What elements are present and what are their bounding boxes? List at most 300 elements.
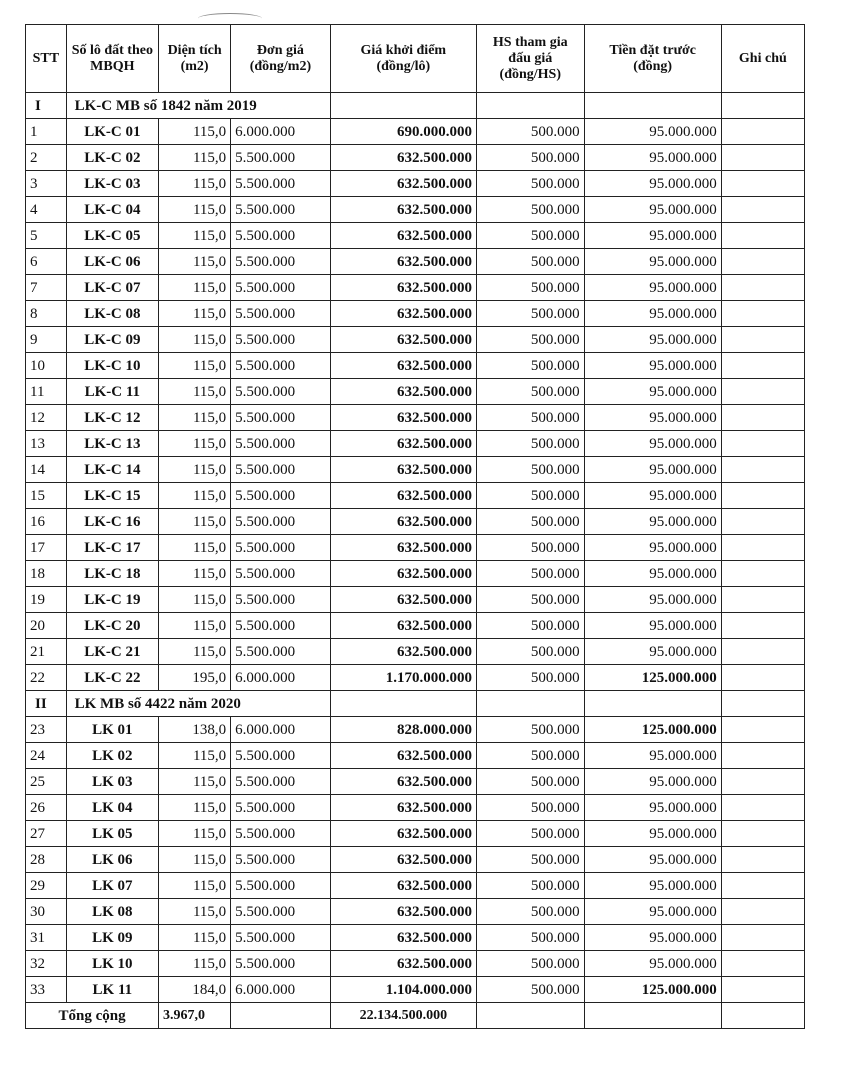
row-area: 115,0	[159, 145, 231, 171]
row-stt: 20	[26, 613, 67, 639]
total-starting-price: 22.134.500.000	[330, 1003, 476, 1029]
row-note	[721, 743, 804, 769]
row-application-fee: 500.000	[476, 275, 584, 301]
row-starting-price: 632.500.000	[330, 353, 476, 379]
row-application-fee: 500.000	[476, 353, 584, 379]
table-row	[26, 379, 805, 405]
row-area: 115,0	[159, 197, 231, 223]
land-auction-table	[25, 24, 805, 1029]
row-application-fee: 500.000	[476, 197, 584, 223]
row-area: 195,0	[159, 665, 231, 691]
row-area: 115,0	[159, 951, 231, 977]
table-row	[26, 899, 805, 925]
table-row	[26, 639, 805, 665]
row-area: 115,0	[159, 639, 231, 665]
table-row	[26, 431, 805, 457]
row-area: 115,0	[159, 431, 231, 457]
row-starting-price: 632.500.000	[330, 431, 476, 457]
row-deposit: 95.000.000	[584, 821, 721, 847]
row-note	[721, 405, 804, 431]
row-application-fee: 500.000	[476, 535, 584, 561]
row-application-fee: 500.000	[476, 327, 584, 353]
row-lot-number: LK-C 03	[66, 171, 158, 197]
row-note	[721, 431, 804, 457]
row-application-fee: 500.000	[476, 639, 584, 665]
row-stt: 19	[26, 587, 67, 613]
row-area: 115,0	[159, 925, 231, 951]
table-row	[26, 249, 805, 275]
row-note	[721, 665, 804, 691]
row-stt: 22	[26, 665, 67, 691]
row-application-fee: 500.000	[476, 821, 584, 847]
row-starting-price: 632.500.000	[330, 613, 476, 639]
row-lot-number: LK 11	[66, 977, 158, 1003]
table-row	[26, 327, 805, 353]
header-stt: STT	[26, 25, 67, 93]
row-note	[721, 769, 804, 795]
row-application-fee: 500.000	[476, 457, 584, 483]
header-lot-number: Số lô đất theo MBQH	[66, 25, 158, 93]
header-deposit: Tiền đặt trước (đồng)	[584, 25, 721, 93]
row-unit-price: 6.000.000	[231, 717, 331, 743]
total-row	[26, 1003, 805, 1029]
row-starting-price: 632.500.000	[330, 847, 476, 873]
total-area: 3.967,0	[159, 1003, 231, 1029]
row-lot-number: LK-C 01	[66, 119, 158, 145]
row-deposit: 95.000.000	[584, 197, 721, 223]
row-application-fee: 500.000	[476, 951, 584, 977]
row-note	[721, 379, 804, 405]
row-starting-price: 632.500.000	[330, 821, 476, 847]
row-unit-price: 5.500.000	[231, 223, 331, 249]
row-lot-number: LK-C 14	[66, 457, 158, 483]
row-deposit: 95.000.000	[584, 587, 721, 613]
row-area: 115,0	[159, 613, 231, 639]
row-stt: 18	[26, 561, 67, 587]
row-note	[721, 197, 804, 223]
row-application-fee: 500.000	[476, 171, 584, 197]
row-unit-price: 5.500.000	[231, 587, 331, 613]
row-deposit: 95.000.000	[584, 457, 721, 483]
empty-cell	[476, 691, 584, 717]
row-lot-number: LK-C 06	[66, 249, 158, 275]
row-area: 115,0	[159, 327, 231, 353]
table-row	[26, 119, 805, 145]
table-row	[26, 197, 805, 223]
row-note	[721, 951, 804, 977]
row-application-fee: 500.000	[476, 379, 584, 405]
row-lot-number: LK 03	[66, 769, 158, 795]
row-lot-number: LK 01	[66, 717, 158, 743]
row-deposit: 95.000.000	[584, 145, 721, 171]
table-row	[26, 535, 805, 561]
row-note	[721, 587, 804, 613]
row-area: 115,0	[159, 171, 231, 197]
row-stt: 11	[26, 379, 67, 405]
row-note	[721, 535, 804, 561]
table-row	[26, 821, 805, 847]
row-stt: 26	[26, 795, 67, 821]
row-deposit: 95.000.000	[584, 275, 721, 301]
row-stt: 5	[26, 223, 67, 249]
empty-cell	[330, 93, 476, 119]
row-note	[721, 561, 804, 587]
row-lot-number: LK 09	[66, 925, 158, 951]
row-area: 115,0	[159, 405, 231, 431]
row-application-fee: 500.000	[476, 717, 584, 743]
row-deposit: 95.000.000	[584, 301, 721, 327]
row-deposit: 95.000.000	[584, 171, 721, 197]
row-deposit: 95.000.000	[584, 613, 721, 639]
row-application-fee: 500.000	[476, 665, 584, 691]
table-row	[26, 587, 805, 613]
row-note	[721, 275, 804, 301]
row-starting-price: 632.500.000	[330, 275, 476, 301]
table-row	[26, 951, 805, 977]
row-application-fee: 500.000	[476, 301, 584, 327]
table-row	[26, 847, 805, 873]
table-row	[26, 613, 805, 639]
row-starting-price: 1.170.000.000	[330, 665, 476, 691]
table-row	[26, 223, 805, 249]
row-area: 115,0	[159, 561, 231, 587]
row-deposit: 95.000.000	[584, 899, 721, 925]
row-unit-price: 5.500.000	[231, 769, 331, 795]
header-unit-price: Đơn giá (đồng/m2)	[231, 25, 331, 93]
row-starting-price: 632.500.000	[330, 301, 476, 327]
header-starting-price: Giá khởi điểm (đồng/lô)	[330, 25, 476, 93]
row-note	[721, 795, 804, 821]
row-lot-number: LK-C 16	[66, 509, 158, 535]
table-row	[26, 977, 805, 1003]
row-unit-price: 5.500.000	[231, 249, 331, 275]
row-deposit: 95.000.000	[584, 561, 721, 587]
row-area: 115,0	[159, 873, 231, 899]
row-area: 115,0	[159, 353, 231, 379]
row-deposit: 95.000.000	[584, 769, 721, 795]
row-lot-number: LK-C 13	[66, 431, 158, 457]
row-note	[721, 249, 804, 275]
table-row	[26, 795, 805, 821]
row-application-fee: 500.000	[476, 795, 584, 821]
empty-cell	[231, 1003, 331, 1029]
row-application-fee: 500.000	[476, 405, 584, 431]
row-area: 115,0	[159, 587, 231, 613]
row-starting-price: 632.500.000	[330, 951, 476, 977]
row-application-fee: 500.000	[476, 847, 584, 873]
row-unit-price: 5.500.000	[231, 379, 331, 405]
row-stt: 1	[26, 119, 67, 145]
row-starting-price: 632.500.000	[330, 145, 476, 171]
total-label: Tổng cộng	[26, 1003, 159, 1029]
row-stt: 14	[26, 457, 67, 483]
row-area: 115,0	[159, 769, 231, 795]
row-unit-price: 5.500.000	[231, 353, 331, 379]
row-deposit: 95.000.000	[584, 223, 721, 249]
row-area: 115,0	[159, 509, 231, 535]
row-lot-number: LK-C 21	[66, 639, 158, 665]
empty-cell	[584, 691, 721, 717]
row-area: 138,0	[159, 717, 231, 743]
row-note	[721, 353, 804, 379]
row-starting-price: 632.500.000	[330, 925, 476, 951]
row-application-fee: 500.000	[476, 769, 584, 795]
section-title: LK MB số 4422 năm 2020	[66, 691, 330, 717]
row-starting-price: 632.500.000	[330, 197, 476, 223]
row-application-fee: 500.000	[476, 873, 584, 899]
row-deposit: 95.000.000	[584, 431, 721, 457]
table-row	[26, 717, 805, 743]
table-row	[26, 275, 805, 301]
row-lot-number: LK-C 18	[66, 561, 158, 587]
row-starting-price: 632.500.000	[330, 405, 476, 431]
row-unit-price: 5.500.000	[231, 457, 331, 483]
table-body	[26, 93, 805, 1029]
row-unit-price: 5.500.000	[231, 847, 331, 873]
section-number: I	[26, 93, 67, 119]
empty-cell	[584, 93, 721, 119]
row-area: 115,0	[159, 457, 231, 483]
row-deposit: 95.000.000	[584, 249, 721, 275]
row-lot-number: LK-C 10	[66, 353, 158, 379]
row-area: 115,0	[159, 275, 231, 301]
row-stt: 4	[26, 197, 67, 223]
row-note	[721, 717, 804, 743]
row-deposit: 95.000.000	[584, 509, 721, 535]
row-stt: 25	[26, 769, 67, 795]
table-row	[26, 925, 805, 951]
empty-cell	[476, 93, 584, 119]
row-deposit: 95.000.000	[584, 327, 721, 353]
row-lot-number: LK-C 02	[66, 145, 158, 171]
row-deposit: 95.000.000	[584, 639, 721, 665]
row-area: 115,0	[159, 535, 231, 561]
row-stt: 27	[26, 821, 67, 847]
row-stt: 7	[26, 275, 67, 301]
row-lot-number: LK-C 17	[66, 535, 158, 561]
row-stt: 10	[26, 353, 67, 379]
row-lot-number: LK-C 20	[66, 613, 158, 639]
row-area: 115,0	[159, 821, 231, 847]
row-note	[721, 327, 804, 353]
row-deposit: 95.000.000	[584, 925, 721, 951]
row-unit-price: 5.500.000	[231, 743, 331, 769]
row-starting-price: 632.500.000	[330, 509, 476, 535]
row-starting-price: 632.500.000	[330, 483, 476, 509]
row-unit-price: 6.000.000	[231, 119, 331, 145]
row-unit-price: 5.500.000	[231, 431, 331, 457]
row-starting-price: 632.500.000	[330, 249, 476, 275]
row-note	[721, 821, 804, 847]
row-unit-price: 5.500.000	[231, 899, 331, 925]
table-row	[26, 145, 805, 171]
row-starting-price: 828.000.000	[330, 717, 476, 743]
row-stt: 13	[26, 431, 67, 457]
row-note	[721, 301, 804, 327]
row-area: 115,0	[159, 795, 231, 821]
row-unit-price: 5.500.000	[231, 301, 331, 327]
row-unit-price: 5.500.000	[231, 145, 331, 171]
row-deposit: 95.000.000	[584, 847, 721, 873]
row-starting-price: 632.500.000	[330, 587, 476, 613]
row-note	[721, 977, 804, 1003]
row-starting-price: 632.500.000	[330, 457, 476, 483]
row-lot-number: LK-C 05	[66, 223, 158, 249]
row-area: 115,0	[159, 899, 231, 925]
row-stt: 33	[26, 977, 67, 1003]
row-area: 184,0	[159, 977, 231, 1003]
row-note	[721, 483, 804, 509]
row-note	[721, 899, 804, 925]
row-stt: 28	[26, 847, 67, 873]
row-area: 115,0	[159, 119, 231, 145]
row-unit-price: 5.500.000	[231, 483, 331, 509]
row-lot-number: LK 08	[66, 899, 158, 925]
row-stt: 15	[26, 483, 67, 509]
row-starting-price: 632.500.000	[330, 535, 476, 561]
row-stt: 8	[26, 301, 67, 327]
row-unit-price: 5.500.000	[231, 561, 331, 587]
empty-cell	[721, 691, 804, 717]
row-lot-number: LK-C 04	[66, 197, 158, 223]
row-note	[721, 639, 804, 665]
row-deposit: 95.000.000	[584, 353, 721, 379]
row-unit-price: 6.000.000	[231, 977, 331, 1003]
row-note	[721, 145, 804, 171]
row-deposit: 125.000.000	[584, 977, 721, 1003]
row-application-fee: 500.000	[476, 925, 584, 951]
row-unit-price: 5.500.000	[231, 821, 331, 847]
row-starting-price: 1.104.000.000	[330, 977, 476, 1003]
header-application-fee: HS tham gia đấu giá (đồng/HS)	[476, 25, 584, 93]
table-header	[26, 25, 805, 93]
row-lot-number: LK 06	[66, 847, 158, 873]
header-area: Diện tích (m2)	[159, 25, 231, 93]
row-application-fee: 500.000	[476, 977, 584, 1003]
table-row	[26, 769, 805, 795]
row-deposit: 95.000.000	[584, 483, 721, 509]
row-lot-number: LK 05	[66, 821, 158, 847]
row-application-fee: 500.000	[476, 587, 584, 613]
row-application-fee: 500.000	[476, 483, 584, 509]
row-application-fee: 500.000	[476, 119, 584, 145]
row-deposit: 95.000.000	[584, 743, 721, 769]
table-row	[26, 561, 805, 587]
row-area: 115,0	[159, 743, 231, 769]
row-note	[721, 509, 804, 535]
row-deposit: 95.000.000	[584, 873, 721, 899]
row-unit-price: 6.000.000	[231, 665, 331, 691]
row-deposit: 125.000.000	[584, 717, 721, 743]
row-unit-price: 5.500.000	[231, 327, 331, 353]
empty-cell	[476, 1003, 584, 1029]
row-application-fee: 500.000	[476, 899, 584, 925]
row-note	[721, 847, 804, 873]
row-note	[721, 171, 804, 197]
row-area: 115,0	[159, 483, 231, 509]
empty-cell	[330, 691, 476, 717]
row-stt: 16	[26, 509, 67, 535]
row-lot-number: LK-C 08	[66, 301, 158, 327]
row-lot-number: LK-C 11	[66, 379, 158, 405]
row-application-fee: 500.000	[476, 613, 584, 639]
row-deposit: 95.000.000	[584, 535, 721, 561]
row-deposit: 95.000.000	[584, 405, 721, 431]
row-unit-price: 5.500.000	[231, 509, 331, 535]
row-stt: 3	[26, 171, 67, 197]
row-stt: 6	[26, 249, 67, 275]
row-stt: 23	[26, 717, 67, 743]
row-starting-price: 632.500.000	[330, 743, 476, 769]
row-deposit: 95.000.000	[584, 951, 721, 977]
header-notes: Ghi chú	[721, 25, 804, 93]
row-note	[721, 119, 804, 145]
row-note	[721, 925, 804, 951]
table-row	[26, 301, 805, 327]
row-area: 115,0	[159, 379, 231, 405]
empty-cell	[721, 93, 804, 119]
empty-cell	[721, 1003, 804, 1029]
row-starting-price: 632.500.000	[330, 171, 476, 197]
row-deposit: 125.000.000	[584, 665, 721, 691]
row-unit-price: 5.500.000	[231, 795, 331, 821]
table-row	[26, 483, 805, 509]
row-lot-number: LK 10	[66, 951, 158, 977]
row-stt: 21	[26, 639, 67, 665]
section-row	[26, 691, 805, 717]
row-application-fee: 500.000	[476, 509, 584, 535]
row-lot-number: LK-C 12	[66, 405, 158, 431]
row-stt: 24	[26, 743, 67, 769]
table-row	[26, 353, 805, 379]
row-starting-price: 632.500.000	[330, 379, 476, 405]
row-starting-price: 632.500.000	[330, 639, 476, 665]
section-row	[26, 93, 805, 119]
row-area: 115,0	[159, 223, 231, 249]
row-application-fee: 500.000	[476, 145, 584, 171]
section-title: LK-C MB số 1842 năm 2019	[66, 93, 330, 119]
row-deposit: 95.000.000	[584, 379, 721, 405]
row-lot-number: LK 07	[66, 873, 158, 899]
row-lot-number: LK-C 07	[66, 275, 158, 301]
row-stt: 30	[26, 899, 67, 925]
empty-cell	[584, 1003, 721, 1029]
table-row	[26, 405, 805, 431]
row-starting-price: 632.500.000	[330, 769, 476, 795]
row-note	[721, 223, 804, 249]
row-unit-price: 5.500.000	[231, 925, 331, 951]
row-starting-price: 632.500.000	[330, 327, 476, 353]
row-starting-price: 632.500.000	[330, 899, 476, 925]
row-application-fee: 500.000	[476, 249, 584, 275]
table-row	[26, 873, 805, 899]
row-stt: 29	[26, 873, 67, 899]
row-application-fee: 500.000	[476, 223, 584, 249]
row-unit-price: 5.500.000	[231, 275, 331, 301]
row-application-fee: 500.000	[476, 743, 584, 769]
section-number: II	[26, 691, 67, 717]
table-row	[26, 171, 805, 197]
row-starting-price: 632.500.000	[330, 873, 476, 899]
row-starting-price: 632.500.000	[330, 561, 476, 587]
table-row	[26, 743, 805, 769]
row-lot-number: LK-C 19	[66, 587, 158, 613]
row-unit-price: 5.500.000	[231, 613, 331, 639]
table-row	[26, 509, 805, 535]
row-lot-number: LK-C 22	[66, 665, 158, 691]
row-starting-price: 632.500.000	[330, 223, 476, 249]
row-note	[721, 457, 804, 483]
